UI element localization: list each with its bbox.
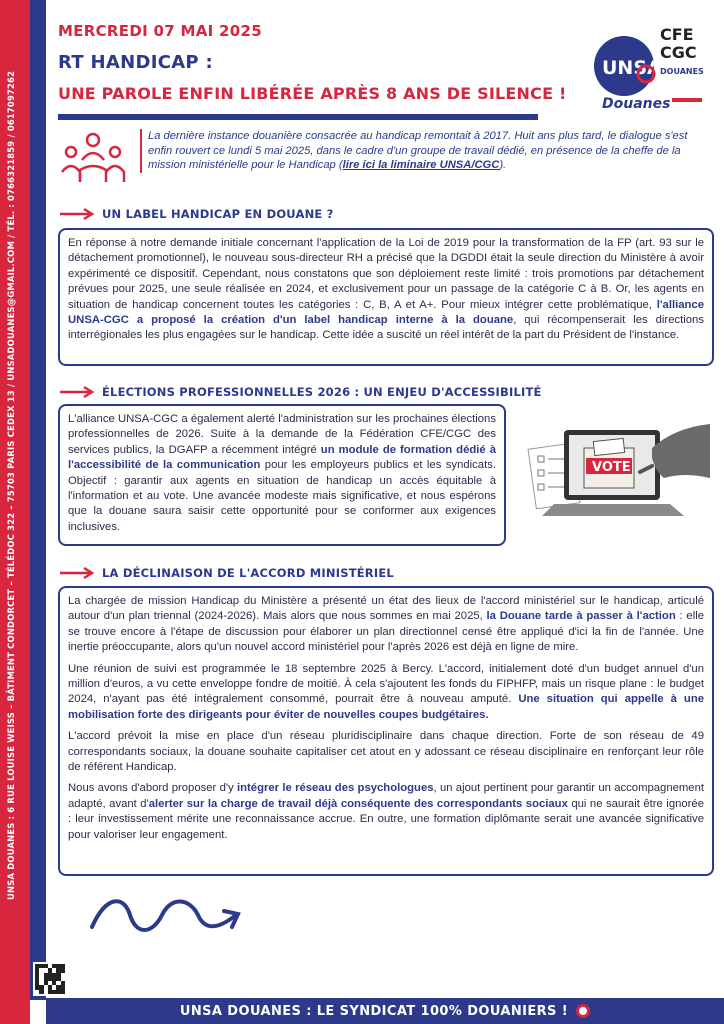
section-paragraph: [68, 662, 704, 724]
bold-text-run: Une situation qui appelle à une mobilisation forte des dirigeants pour éviter de nouvelles coupes budgétaires.: [68, 693, 704, 721]
document-date: MERCREDI 07 MAI 2025: [58, 22, 262, 40]
text-run: Une réunion de suivi est programmée le 18 septembre 2025 à Bercy. L'accord, initialement doté d'un budget annuel d'un million d'euros, a vu cette enveloppe fondre de moitié. À cela s'ajoutent les fonds du FIPHFP, mais un risque plane : le budget 2024, n'ayant pas été intégralement consommé, pourrait être à nouveau amputé.: [68, 662, 704, 706]
section-elections-box: [58, 404, 506, 546]
bold-text-run: l'alliance UNSA-CGC a proposé la création d'un label handicap interne à la douane: [68, 298, 704, 327]
bold-text-run: intégrer le réseau des psychologues: [237, 782, 434, 795]
text-run: La chargée de mission Handicap du Ministère a présenté un état des lieux de l'accord ministériel sur le handicap, articulé autour d'un plan triennal (2024-2026). Mais alors que nous sommes en mai 2025,: [68, 595, 704, 623]
bold-text-run: la Douane tarde à passer à l'action: [486, 610, 676, 623]
section-title: ÉLECTIONS PROFESSIONNELLES 2026 : UN ENJEU D'ACCESSIBILITÉ: [102, 385, 542, 399]
logo-unsa-text: UNSA: [602, 57, 662, 79]
section-paragraph: [68, 412, 496, 535]
section-accord-box: [58, 586, 714, 876]
footer-slogan: UNSA DOUANES : LE SYNDICAT 100% DOUANIERS !: [179, 1003, 569, 1019]
page-number: 1/4: [522, 114, 532, 121]
unsa-swirl-icon: [576, 1004, 590, 1018]
people-group-icon: [58, 130, 128, 186]
document-subtitle: UNE PAROLE ENFIN LIBÉRÉE APRÈS 8 ANS DE SILENCE !: [58, 84, 567, 103]
text-run: qui ne saurait être ignorée : leur investissement mérite une reconnaissance accrue. En outre, une formation diplômante serait une avancée significative pour valoriser leur engagement.: [68, 797, 704, 841]
logo-red-bar: [672, 98, 702, 102]
section-heading-elections: [58, 385, 542, 399]
left-blue-stripe: [30, 0, 46, 1000]
red-arrow-icon: [58, 207, 98, 221]
text-run: En réponse à notre demande initiale concernant l'application de la Loi de 2019 pour la transformation de la FP (art. 93 sur le détachement promotionnel), le nouveau sous-directeur RH a précisé que la DGDDI était la seule direction du Ministère à avoir expérimenté ce dispositif. Cependant, nous constatons que son déploiement reste limité : trois promotions par détachement prévues pour 2025, une seule réalisée en 2024, et exclusivement pour un passage de la catégorie C à B. Or, les agents en situation de handicap concernent toutes les catégories : C, B, A et A+. Pour mieux intégrer cette problématique,: [68, 237, 704, 311]
document-title: RT HANDICAP :: [58, 52, 213, 73]
text-run: , qui récompenserait les directions interrégionales les plus engagées sur le handicap. Cette idée a suscité un réel intérêt de la part du Président de l'instance.: [68, 314, 704, 342]
bold-text-run: alerter sur la charge de travail déjà conséquente des correspondants sociaux: [148, 797, 568, 810]
section-paragraph: L'accord prévoit la mise en place d'un réseau pluridisciplinaire dans chaque direction. Forte de son réseau de 49 correspondants sociaux, la douane souhaite capitaliser cet atout en y adossant ce réseau disciplinaire en renforçant leur rôle de référent Handicap.: [68, 730, 704, 774]
vote-label: VOTE: [592, 460, 631, 475]
vote-laptop-illustration: [524, 418, 714, 530]
section-label-box: [58, 228, 714, 366]
intro-paragraph: [140, 129, 710, 173]
section-heading-label: [58, 207, 334, 221]
text-run: , un ajout pertinent pour garantir un accompagnement adapté, avant d': [68, 782, 705, 810]
logo-douanes-text: Douanes: [602, 96, 671, 112]
intro-text-end: ).: [499, 159, 507, 171]
section-heading-accord: [58, 566, 394, 580]
qr-code[interactable]: [33, 962, 67, 996]
text-run: : elle se trouve encore à l'étape de discussion pour élaborer un plan directionnel censé être appliqué d'ici la fin de l'année. Une inertie préoccupante, alors qu'un nouvel accord ministériel pour l'après 2026 est déjà en ligne de mire.: [68, 610, 704, 654]
squiggle-arrow-icon: [86, 885, 246, 945]
text-run: L'alliance UNSA-CGC a également alerté l'administration sur les prochaines élections professionnelles de 2026. Suite à la demande de la Fédération CFE/CGC des services publics, la DGAFP a récemment intégré: [68, 413, 496, 456]
logo-douanes-small: DOUANES: [660, 67, 704, 76]
footer-banner: [46, 998, 724, 1024]
section-paragraph: [68, 781, 704, 843]
bold-text-run: un module de formation dédié à l'accessibilité de la communication: [68, 443, 496, 472]
unsa-cfe-cgc-logo: [590, 18, 712, 116]
section-paragraph: [68, 594, 704, 656]
liminaire-link[interactable]: lire ici la liminaire UNSA/CGC: [342, 159, 500, 171]
qr-module: [61, 990, 65, 994]
section-title: UN LABEL HANDICAP EN DOUANE ?: [102, 207, 334, 221]
text-run: Nous avons d'abord proposer d'y: [68, 782, 237, 795]
logo-cfe-text: CFE: [660, 25, 694, 44]
red-arrow-icon: [58, 566, 98, 580]
section-paragraph: [68, 236, 704, 344]
sidebar-contact-text: UNSA DOUANES : 6 RUE LOUISE WEISS – BÂTIMENT CONDORCET – TÉLÉDOC 322 – 75703 PARIS CEDEX 13 / UNSADOUANES@GMAIL.COM / TÉL. : 0766321859 / 0617097262: [6, 70, 16, 900]
red-arrow-icon: [58, 385, 98, 399]
text-run: pour les employeurs publics et les syndicats. Objectif : garantir aux agents en situation de handicap un accès équitable à l'information et au vote. Une avancée modeste mais significative, et nous espérons que la douane saura saisir cette opportunité pour se conformer aux exigences inclusives.: [68, 459, 497, 533]
title-underline: [58, 114, 538, 120]
intro-text-start: La dernière instance douanière consacrée au handicap remontait à 2017. Huit ans plus tard, le dialogue s'est enfin rouvert ce lundi 5 mai 2025, dans le cadre d'un groupe de travail dédié, en présence de la cheffe de la mission ministérielle pour le Handicap (: [148, 130, 688, 171]
logo-cgc-text: CGC: [660, 43, 697, 62]
section-title: LA DÉCLINAISON DE L'ACCORD MINISTÉRIEL: [102, 566, 394, 580]
